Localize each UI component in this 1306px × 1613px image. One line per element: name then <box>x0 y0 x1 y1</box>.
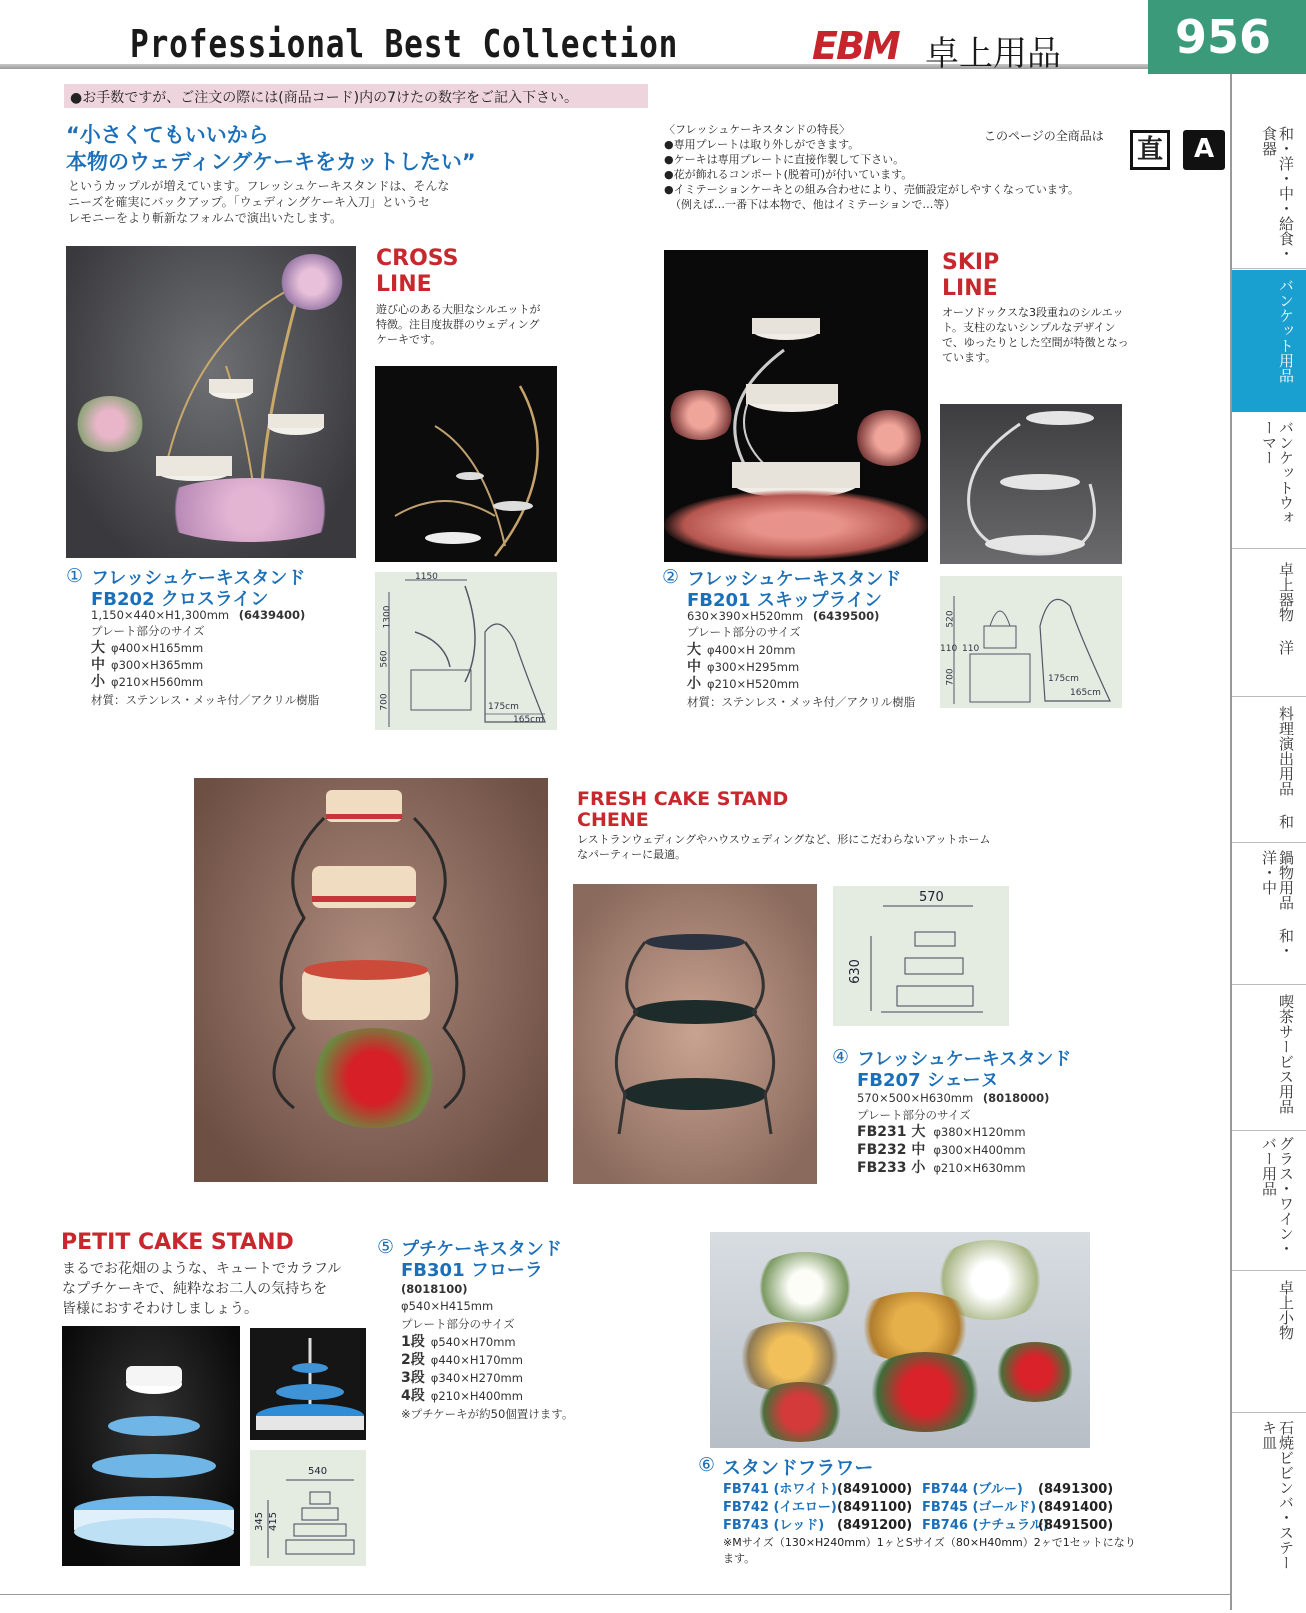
sidebar-divider-4 <box>1232 842 1306 843</box>
chene-title-1: FRESH CAKE STAND <box>577 788 789 810</box>
petit-plate-4-key: 4段 <box>401 1388 425 1404</box>
chene-size-value: 570×500×H630mm <box>857 1091 974 1105</box>
chene-stand-illustration <box>573 884 817 1184</box>
sidebar-divider-1 <box>1232 268 1306 269</box>
chene-diagram-drawing <box>833 886 1009 1026</box>
direct-delivery-icon <box>1130 130 1170 170</box>
chene-plate-2-value: φ300×H400mm <box>933 1143 1026 1157</box>
skip-plate-3-key: 小 <box>687 676 701 692</box>
skip-name-2: FB201 スキップライン <box>687 590 882 611</box>
sidebar-tab-2[interactable]: バンケット用品 <box>1277 278 1295 383</box>
cross-line-stand-photo <box>375 366 557 562</box>
features-item-5: （例えば…一番下は本物で、他はイミテーションで…等） <box>670 198 956 211</box>
chene-plate-2 <box>857 1142 1026 1159</box>
petit-illustration <box>62 1326 240 1566</box>
flower-item-5 <box>922 1496 1113 1515</box>
chene-plate-3 <box>857 1160 1026 1177</box>
cross-dim-p2: 165cm <box>513 715 544 725</box>
sidebar-divider-3 <box>1232 696 1306 697</box>
skip-desc-2: ト。支柱のないシンプルなデザイン <box>942 321 1116 334</box>
skip-line-photo <box>664 250 928 562</box>
chene-plate-label: プレート部分のサイズ <box>857 1108 971 1122</box>
cross-plate-3-key: 小 <box>91 674 105 690</box>
cross-stand-illustration <box>375 366 557 562</box>
skip-plate-2-key: 中 <box>687 659 701 675</box>
petit-dim-h2: 415 <box>268 1511 280 1532</box>
petit-plate-label: プレート部分のサイズ <box>401 1317 515 1331</box>
petit-stand-photo <box>250 1328 366 1440</box>
flower-note-2: ます。 <box>723 1552 756 1565</box>
flower-item-1 <box>723 1478 912 1497</box>
skip-plate-1 <box>687 642 796 659</box>
cross-line-diagram <box>375 572 557 730</box>
chene-plate-1-value: φ380×H120mm <box>933 1125 1026 1139</box>
chene-plate-1 <box>857 1124 1026 1141</box>
header-title: Professional Best Collection <box>130 22 679 66</box>
features-title: 〈フレッシュケーキスタンドの特長〉 <box>664 123 851 136</box>
flower-item-6 <box>922 1514 1113 1533</box>
flower-item-4-name: FB744 (ブルー) <box>922 1482 1023 1497</box>
flower-note-1: ※Mサイズ（130×H240mm）1ヶとSサイズ（80×H40mm）2ヶで1セットになり <box>723 1536 1136 1549</box>
cross-plate-2 <box>91 657 203 674</box>
flower-item-6-code: (8491500) <box>1038 1518 1114 1533</box>
chene-size <box>857 1090 1049 1107</box>
petit-plate-3 <box>401 1370 523 1387</box>
skip-num: ② <box>662 566 680 588</box>
cross-diagram-drawing <box>375 572 557 730</box>
skip-plate-1-value: φ400×H 20mm <box>707 643 796 657</box>
flower-item-6-name: FB746 (ナチュラル) <box>922 1518 1049 1533</box>
skip-line-diagram <box>940 576 1122 708</box>
cross-plate-1 <box>91 640 203 657</box>
petit-plate-1-value: φ540×H70mm <box>430 1335 516 1349</box>
all-items-label: このページの全商品は <box>984 129 1104 143</box>
chene-plate-3-value: φ210×H630mm <box>933 1161 1026 1175</box>
sidebar-divider-5 <box>1232 984 1306 985</box>
cross-size-value: 1,150×440×H1,300mm <box>91 608 230 622</box>
flower-item-3 <box>723 1514 912 1533</box>
intro-body-1: というカップルが増えています。フレッシュケーキスタンドは、そんな <box>68 179 450 193</box>
chene-dim-width: 570 <box>919 890 944 905</box>
petit-num: ⑤ <box>377 1236 395 1258</box>
features-item-1: ●専用プレートは取り外しができます。 <box>664 138 860 151</box>
footer-rule <box>0 1594 1230 1595</box>
flower-item-3-name: FB743 (レッド) <box>723 1518 825 1533</box>
features-item-2: ●ケーキは専用プレートに直接作製して下さい。 <box>664 153 905 166</box>
skip-dim-h1: 520 <box>945 610 956 628</box>
flower-item-1-name: FB741 (ホワイト) <box>723 1482 837 1497</box>
sidebar-divider-6 <box>1232 1130 1306 1131</box>
chene-dim-height: 630 <box>847 959 863 984</box>
cross-title-2: LINE <box>376 272 432 297</box>
sidebar-tab-6[interactable]: 鍋物用品 和・洋・中 <box>1260 850 1295 958</box>
petit-diagram <box>250 1450 366 1566</box>
petit-stand-illustration <box>250 1328 366 1440</box>
cross-plate-1-value: φ400×H165mm <box>111 641 204 655</box>
skip-size-value: 630×390×H520mm <box>687 609 804 623</box>
cross-plate-3-value: φ210×H560mm <box>111 675 204 689</box>
sidebar-divider-7 <box>1232 1270 1306 1271</box>
skip-stand-illustration <box>940 404 1122 564</box>
skip-desc-3: で、ゆったりとした空間が特徴となっ <box>942 336 1129 349</box>
petit-code: (8018100) <box>401 1282 468 1296</box>
sidebar-tab-5[interactable]: 料理演出用品 和 <box>1277 706 1295 829</box>
cross-dim-h3: 700 <box>379 693 390 711</box>
flower-item-2-code: (8491100) <box>837 1500 913 1515</box>
sidebar-divider-8 <box>1232 1412 1306 1413</box>
flower-item-1-code: (8491000) <box>837 1482 913 1497</box>
skip-plate-3 <box>687 676 799 693</box>
cross-dim-h1: 1300 <box>382 605 393 629</box>
chene-desc-1: レストランウェディングやハウスウェディングなど、形にこだわらないアットホーム <box>577 833 991 846</box>
flower-item-2-name: FB742 (イエロー) <box>723 1500 837 1515</box>
skip-material: 材質：ステンレス・メッキ付／アクリル樹脂 <box>687 695 916 709</box>
sidebar-tab-10[interactable]: 石焼ビビンバ・ステーキ皿 <box>1260 1420 1295 1570</box>
petit-name-2: FB301 フローラ <box>401 1260 543 1281</box>
intro-body-2: ニーズを確実にバックアップ。「ウェディングケーキ入刀」というセ <box>68 195 430 209</box>
sidebar-tab-9[interactable]: 卓上小物 <box>1277 1280 1295 1340</box>
notice-text: ●お手数ですが、ご注文の際には(商品コード)内の7けたの数字をご記入下さい。 <box>70 90 579 106</box>
skip-name-1: フレッシュケーキスタンド <box>687 569 902 590</box>
cross-dim-p1: 175cm <box>488 702 519 712</box>
cross-desc-2: 特徴。注目度抜群のウェディング <box>376 318 540 331</box>
intro-body-3: レモニーをより斬新なフォルムで演出いたします。 <box>68 211 342 225</box>
chene-name-2: FB207 シェーヌ <box>857 1070 999 1091</box>
chene-title-2: CHENE <box>577 809 649 831</box>
skip-size <box>687 608 879 625</box>
skip-title-2: LINE <box>942 276 998 301</box>
sidebar-tab-3[interactable]: バンケットウォーマー <box>1260 420 1295 525</box>
skip-plate-3-value: φ210×H520mm <box>707 677 800 691</box>
petit-plate-2-value: φ440×H170mm <box>430 1353 523 1367</box>
flower-item-2 <box>723 1496 912 1515</box>
cross-desc-3: ケーキです。 <box>376 333 442 346</box>
header-category: 卓上用品 <box>925 34 1061 74</box>
skip-plate-1-key: 大 <box>687 642 701 658</box>
chene-photo <box>194 778 548 1182</box>
cross-name-2: FB202 クロスライン <box>91 589 269 610</box>
cross-plate-2-value: φ300×H365mm <box>111 658 204 672</box>
skip-dim-h3: 110 <box>962 644 980 654</box>
cross-size <box>91 607 305 624</box>
a-rank-icon <box>1183 130 1225 170</box>
flower-item-4-code: (8491300) <box>1038 1482 1114 1497</box>
chene-stand-photo <box>573 884 817 1184</box>
stand-flower-photo <box>710 1232 1090 1448</box>
brand-logo: EBM <box>812 24 899 68</box>
intro-headline-1: “小さくてもいいから <box>66 123 269 147</box>
chene-desc-2: なパーティーに最適。 <box>577 848 687 861</box>
flower-item-3-code: (8491200) <box>837 1518 913 1533</box>
sidebar-tab-1[interactable]: 和・洋・中・給食・食器 <box>1260 126 1295 261</box>
skip-dim-p2: 165cm <box>1070 688 1101 698</box>
chene-plate-3-key: FB233 小 <box>857 1160 926 1176</box>
sidebar-tab-8[interactable]: グラス・ワイン・バー用品 <box>1260 1136 1295 1256</box>
skip-line-stand-photo <box>940 404 1122 564</box>
intro-headline-2: 本物のウェディングケーキをカットしたい” <box>66 150 476 174</box>
cross-plate-1-key: 大 <box>91 640 105 656</box>
chene-diagram <box>833 886 1009 1026</box>
flower-item-5-code: (8491400) <box>1038 1500 1114 1515</box>
cross-plate-label: プレート部分のサイズ <box>91 624 205 638</box>
chene-code: (8018000) <box>982 1091 1050 1105</box>
petit-name-1: プチケーキスタンド <box>401 1239 562 1260</box>
sidebar-tab-7[interactable]: 喫茶サービス用品 <box>1277 994 1295 1114</box>
petit-plate-2 <box>401 1352 523 1369</box>
cross-name-1: フレッシュケーキスタンド <box>91 568 306 589</box>
cross-code: (6439400) <box>238 608 306 622</box>
petit-note: ※プチケーキが約50個置けます。 <box>401 1407 574 1421</box>
petit-plate-1 <box>401 1334 516 1351</box>
petit-desc-3: 皆様におすそわけしましょう。 <box>62 1301 258 1317</box>
skip-desc-1: オーソドックスな3段重ねのシルエッ <box>942 306 1124 319</box>
petit-desc-1: まるでお花畑のような、キュートでカラフル <box>62 1261 342 1277</box>
petit-plate-4 <box>401 1388 523 1405</box>
cross-material: 材質：ステンレス・メッキ付／アクリル樹脂 <box>91 693 320 707</box>
page-number: 956 <box>1175 10 1272 64</box>
petit-plate-3-value: φ340×H270mm <box>430 1371 523 1385</box>
skip-plate-2-value: φ300×H295mm <box>707 660 800 674</box>
cross-num: ① <box>66 565 84 587</box>
features-item-4: ●イミテーションケーキとの組み合わせにより、売価設定がしやすくなっています。 <box>664 183 1080 196</box>
flower-item-5-name: FB745 (ゴールド) <box>922 1500 1037 1515</box>
flower-num: ⑥ <box>698 1454 716 1476</box>
petit-plate-3-key: 3段 <box>401 1370 425 1386</box>
cross-title-1: CROSS <box>376 246 459 271</box>
direct-icon-label: 直 <box>1136 135 1163 165</box>
petit-dim-width: 540 <box>308 1466 328 1477</box>
petit-plate-2-key: 2段 <box>401 1352 425 1368</box>
petit-plate-4-value: φ210×H400mm <box>430 1389 523 1403</box>
cross-plate-2-key: 中 <box>91 657 105 673</box>
flower-item-4 <box>922 1478 1113 1497</box>
a-icon-label: A <box>1193 134 1215 164</box>
features-item-3: ●花が飾れるコンポート(脱着可)が付いています。 <box>664 168 913 181</box>
sidebar-tab-4[interactable]: 卓上器物 洋 <box>1277 562 1295 655</box>
skip-desc-4: ています。 <box>942 351 997 364</box>
skip-code: (6439500) <box>812 609 880 623</box>
cross-dim-h2: 560 <box>379 650 390 668</box>
petit-title: PETIT CAKE STAND <box>61 1230 294 1255</box>
cross-dim-width: 1150 <box>415 572 438 582</box>
sidebar-divider-2 <box>1232 548 1306 549</box>
skip-dim-p1: 175cm <box>1048 674 1079 684</box>
cross-desc-1: 遊び心のある大胆なシルエットが <box>376 303 541 316</box>
petit-desc-2: なプチケーキで、純粋なお二人の気持ちを <box>62 1281 328 1297</box>
chene-plate-2-key: FB232 中 <box>857 1142 926 1158</box>
petit-dim-h1: 345 <box>254 1511 266 1532</box>
chene-num: ④ <box>832 1046 850 1068</box>
petit-plate-1-key: 1段 <box>401 1334 425 1350</box>
skip-dim-h4: 700 <box>945 668 956 686</box>
skip-plate-2 <box>687 659 799 676</box>
cross-plate-3 <box>91 674 203 691</box>
cross-line-photo <box>66 246 356 558</box>
flower-name: スタンドフラワー <box>722 1457 874 1479</box>
skip-dim-h2: 110 <box>940 644 958 654</box>
chene-plate-1-key: FB231 大 <box>857 1124 926 1140</box>
chene-name-1: フレッシュケーキスタンド <box>857 1049 1072 1070</box>
skip-title-1: SKIP <box>942 250 1000 275</box>
skip-plate-label: プレート部分のサイズ <box>687 625 801 639</box>
petit-size: φ540×H415mm <box>401 1299 494 1313</box>
petit-photo <box>62 1326 240 1566</box>
